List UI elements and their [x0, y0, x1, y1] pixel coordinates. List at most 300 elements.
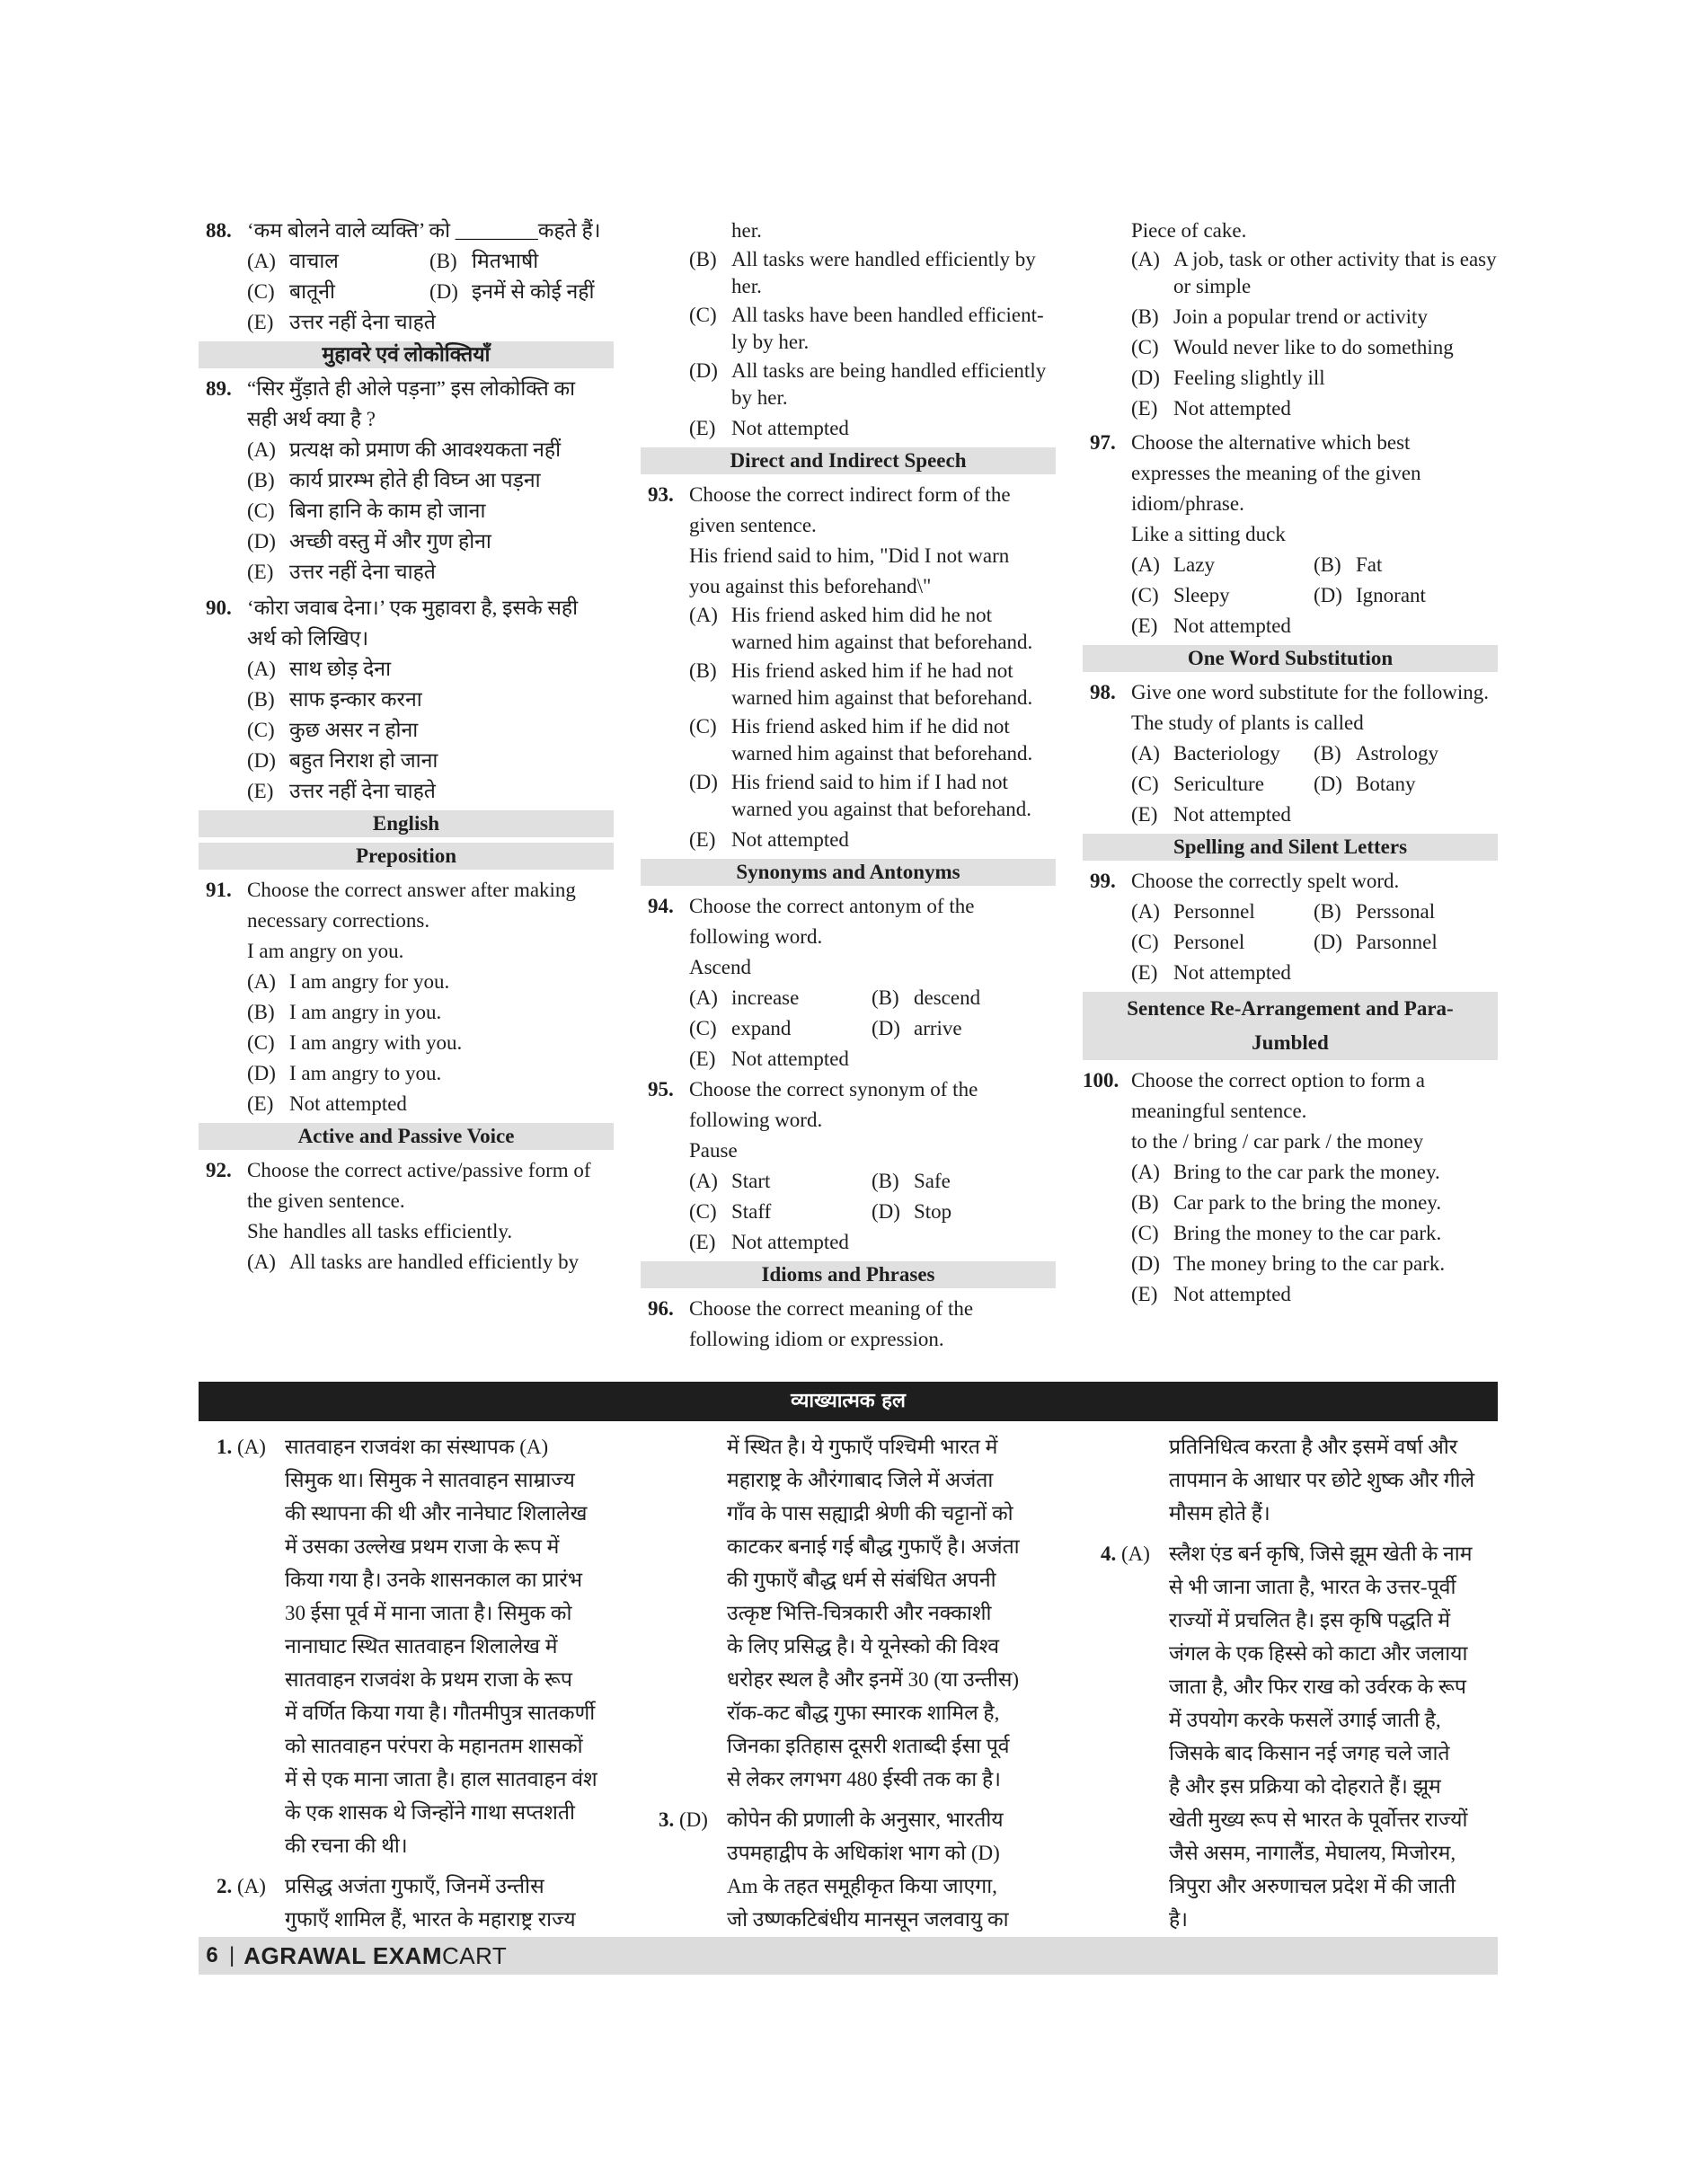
option-text: Not attempted [731, 1231, 849, 1253]
question-95 [641, 1074, 1056, 1105]
option-key: (D) [247, 749, 276, 772]
solution-line: Am के तहत समूहीकृत किया जाएगा, [727, 1875, 997, 1897]
question-prompt: to the / bring / car park / the money [1131, 1130, 1424, 1153]
option [1083, 958, 1498, 988]
option [1083, 800, 1498, 830]
option-key: (A) [689, 1170, 718, 1192]
question-text: Choose the correct indirect form of the [689, 483, 1011, 506]
question-number: 96. [648, 1297, 674, 1320]
question-prompt: She handles all tasks efficiently. [247, 1220, 513, 1242]
option [199, 685, 614, 715]
option [199, 997, 614, 1028]
solution-line: में उसका उल्लेख प्रथम राजा के रूप में [285, 1535, 560, 1558]
solution-line: सातवाहन राजवंश के प्रथम राजा के रूप [285, 1668, 572, 1691]
solutions-column-2 [641, 1430, 1056, 1936]
option-text: His friend asked him if he did not warned him against that beforehand. [731, 715, 1033, 765]
section-header-spelling: Spelling and Silent Letters [1083, 834, 1498, 861]
option-text: Not attempted [1173, 961, 1291, 984]
option-key: (B) [689, 659, 717, 682]
option-text: साफ इन्कार करना [289, 688, 422, 711]
solution-line: में से एक माना जाता है। हाल सातवाहन वंश [285, 1768, 597, 1790]
option [641, 413, 1056, 444]
solution-line: की गुफाएँ बौद्ध धर्म से संबंधित अपनी [727, 1569, 996, 1591]
solution-2-continued [641, 1430, 1056, 1796]
option-key: (B) [247, 1001, 275, 1023]
option-row [641, 1197, 1056, 1227]
section-header-synonyms: Synonyms and Antonyms [641, 859, 1056, 886]
solution-number [217, 1870, 266, 1903]
option-row [641, 983, 1056, 1013]
option-key: (A) [1131, 1161, 1160, 1183]
question-text: meaningful sentence. [1131, 1100, 1307, 1122]
option-key: (E) [1131, 614, 1158, 637]
option [641, 713, 1056, 769]
question-91 [199, 875, 614, 906]
question-prompt: The study of plants is called [1131, 712, 1364, 734]
option-key: (C) [1131, 773, 1159, 795]
solution-line: प्रतिनिधित्व करता है और इसमें वर्षा और [1169, 1436, 1458, 1458]
solutions-column-1 [199, 1430, 614, 1936]
question-text: ‘कोरा जवाब देना।’ एक मुहावरा है, इसके सही [247, 597, 579, 619]
section-header-one-word: One Word Substitution [1083, 645, 1498, 672]
solution-num-text: 1. [217, 1436, 233, 1458]
option-key: (C) [247, 499, 275, 522]
option-text: increase [731, 986, 800, 1009]
solution-line: कोपेन की प्रणाली के अनुसार, भारतीय [727, 1808, 1004, 1831]
option-text: Sleepy [1173, 584, 1230, 606]
option-key: (A) [1131, 553, 1160, 576]
option-text: Not attempted [1173, 1283, 1291, 1305]
question-number: 94. [648, 895, 674, 917]
option-key: (C) [689, 1017, 717, 1039]
solution-num-text: 3. [659, 1808, 675, 1831]
option-text: Not attempted [1173, 614, 1291, 637]
option-key: (E) [247, 311, 274, 333]
option-row [1083, 738, 1498, 769]
solution-line: को सातवाहन परंपरा के महानतम शासकों [285, 1735, 583, 1757]
option-key: (A) [247, 658, 276, 680]
option-key: (E) [689, 1048, 716, 1070]
option-key: (C) [1131, 931, 1159, 953]
option-text: I am angry for you. [289, 970, 450, 993]
option-key: (C) [689, 715, 717, 738]
option [1083, 302, 1498, 332]
option-row [1083, 897, 1498, 927]
option-key: (D) [1131, 1252, 1160, 1275]
option-text: बातूनी [289, 280, 335, 303]
solution-line: के एक शासक थे जिन्होंने गाथा सप्तशती [285, 1801, 575, 1824]
option-text: Not attempted [1173, 803, 1291, 826]
solution-line: से लेकर लगभग 480 ईस्वी तक का है। [727, 1768, 1001, 1790]
option-key: (B) [247, 688, 275, 711]
option-text: बिना हानि के काम हो जाना [289, 499, 486, 522]
option-text: Personel [1173, 931, 1245, 953]
option-text: Start [731, 1170, 771, 1192]
solution-line: सातवाहन राजवंश का संस्थापक (A) [285, 1436, 549, 1458]
option [199, 1247, 614, 1277]
solution-line: जंगल के एक हिस्से को काटा और जलाया [1169, 1642, 1468, 1665]
question-prompt: His friend said to him, "Did I not warn [689, 544, 1010, 567]
option-key: (E) [247, 561, 274, 583]
option-text: All tasks were handled efficiently by her. [731, 248, 1036, 297]
solution-line: सिमुक था। सिमुक ने सातवाहन साम्राज्य [285, 1469, 575, 1491]
question-100 [1083, 1065, 1498, 1096]
option-key: (D) [1131, 367, 1160, 389]
option-key: (D) [429, 280, 458, 303]
option [199, 307, 614, 338]
option-text: मितभाषी [472, 250, 539, 272]
brand-logo [243, 1942, 507, 1970]
option-key: (A) [247, 438, 276, 461]
footer-separator: | [229, 1943, 235, 1967]
option-key: (B) [1314, 900, 1341, 923]
solution-line: धरोहर स्थल है और इनमें 30 (या उन्तीस) [727, 1668, 1020, 1691]
band-line-2: Jumbled [1252, 1031, 1329, 1054]
option-text: Fat [1356, 553, 1383, 576]
option-key: (E) [1131, 1283, 1158, 1305]
solution-line: नानाघाट स्थित सातवाहन शिलालेख में [285, 1635, 558, 1658]
option-text: Car park to the bring the money. [1173, 1191, 1442, 1214]
brand-part-3: CART [442, 1941, 508, 1969]
solution-text [727, 1430, 1056, 1796]
question-88 [199, 216, 614, 246]
question-97 [1083, 428, 1498, 458]
option-key: (A) [247, 250, 276, 272]
question-prompt: you against this beforehand\" [689, 575, 932, 597]
question-text: following idiom or expression. [689, 1328, 944, 1350]
solution-line: है और इस प्रक्रिया को दोहराते हैं। झूम [1169, 1775, 1441, 1798]
option [199, 496, 614, 526]
option [1083, 1157, 1498, 1188]
option-key: (C) [247, 280, 275, 303]
section-header-idioms: Idioms and Phrases [641, 1261, 1056, 1288]
option-key: (C) [689, 304, 717, 326]
option-key: (D) [872, 1017, 900, 1039]
page-number: 6 [206, 1943, 218, 1967]
option-key: (E) [1131, 961, 1158, 984]
option-text: Not attempted [1173, 397, 1291, 420]
question-text: Choose the correctly spelt word. [1131, 870, 1400, 892]
solution-line: 30 ईसा पूर्व में माना जाता है। सिमुक को [285, 1602, 572, 1624]
option-key: (C) [247, 1031, 275, 1054]
option-key: (D) [689, 359, 718, 382]
option-text: उत्तर नहीं देना चाहते [289, 561, 436, 583]
option-text: Bacteriology [1173, 742, 1280, 765]
option [1083, 363, 1498, 393]
option [199, 776, 614, 807]
question-text: Choose the alternative which best [1131, 431, 1411, 454]
solution-text [285, 1870, 614, 1936]
question-text: Choose the correct synonym of the [689, 1078, 978, 1101]
solution-line: स्लैश एंड बर्न कृषि, जिसे झूम खेती के नाम [1169, 1543, 1473, 1565]
question-prompt: I am angry on you. [247, 940, 404, 962]
option-key: (E) [1131, 397, 1158, 420]
option-text: इनमें से कोई नहीं [472, 280, 595, 303]
question-text: अर्थ को लिखिए। [247, 627, 369, 650]
solution-number [217, 1430, 266, 1463]
option-key: (C) [689, 1200, 717, 1223]
solution-line: उपमहाद्वीप के अधिकांश भाग को (D) [727, 1842, 1000, 1864]
solution-number [1101, 1537, 1150, 1570]
option-text: Perssonal [1356, 900, 1436, 923]
question-prompt: Pause [689, 1139, 738, 1162]
option-key: (A) [689, 986, 718, 1009]
option [641, 825, 1056, 855]
solutions-header: व्याख्यात्मक हल [199, 1382, 1498, 1421]
question-89 [199, 374, 614, 404]
question-text: Choose the correct answer after making [247, 879, 576, 901]
solution-line: त्रिपुरा और अरुणाचल प्रदेश में की जाती [1169, 1875, 1456, 1897]
option [199, 526, 614, 557]
option-text: Botany [1356, 773, 1416, 795]
option [199, 715, 614, 746]
solution-4 [1083, 1537, 1498, 1936]
question-number: 100. [1083, 1069, 1119, 1092]
option-key: (D) [247, 530, 276, 553]
band-line-1: Sentence Re-Arrangement and Para- [1127, 997, 1454, 1020]
option [1083, 611, 1498, 641]
option [199, 746, 614, 776]
solution-line: में उपयोग करके फसलें उगाई जाती है, [1169, 1709, 1441, 1731]
option-key: (E) [247, 1092, 274, 1115]
option-row [1083, 769, 1498, 800]
option-text: Not attempted [731, 417, 849, 439]
solution-line: के लिए प्रसिद्ध है। ये यूनेस्को की विश्व [727, 1635, 1000, 1658]
option-text: Personnel [1173, 900, 1255, 923]
option-key: (C) [247, 719, 275, 741]
option-row [641, 1013, 1056, 1044]
option [641, 769, 1056, 825]
solution-line: में स्थित है। ये गुफाएँ पश्चिमी भारत में [727, 1436, 998, 1458]
question-number: 99. [1090, 870, 1116, 892]
option-key: (A) [689, 604, 718, 626]
option-row [1083, 580, 1498, 611]
solution-line: की रचना की थी। [285, 1834, 408, 1857]
question-text: Choose the correct active/passive form of [247, 1159, 591, 1181]
question-99 [1083, 866, 1498, 897]
question-number: 92. [206, 1159, 232, 1181]
option-key: (B) [247, 469, 275, 491]
option-key: (A) [1131, 742, 1160, 765]
option-key: (E) [689, 1231, 716, 1253]
option-key: (D) [247, 1062, 276, 1084]
option-key: (A) [1131, 248, 1160, 270]
solution-text [1169, 1430, 1498, 1530]
option-key: (E) [689, 828, 716, 851]
option-key: (E) [1131, 803, 1158, 826]
option-key: (C) [1131, 336, 1159, 358]
solution-line: की स्थापना की थी और नानेघाट शिलालेख [285, 1502, 588, 1525]
option [641, 658, 1056, 713]
option-key: (B) [872, 1170, 899, 1192]
solution-3 [641, 1803, 1056, 1936]
solution-line: में वर्णित किया गया है। गौतमीपुत्र सातकर्णी [285, 1702, 596, 1724]
option-text: साथ छोड़ देना [289, 658, 392, 680]
solution-num-text: 4. [1101, 1543, 1117, 1565]
solution-line: जाता है, और फिर राख को उर्वरक के रूप [1169, 1675, 1466, 1698]
question-text: Choose the correct meaning of the [689, 1297, 974, 1320]
question-text: necessary corrections. [247, 909, 430, 932]
option-key: (A) [247, 1251, 276, 1273]
question-text: idiom/phrase. [1131, 492, 1244, 515]
option-text: Would never like to do something [1173, 336, 1454, 358]
option-text: Bring the money to the car park. [1173, 1222, 1442, 1244]
question-number: 91. [206, 879, 232, 901]
option [641, 1227, 1056, 1258]
option [641, 1044, 1056, 1074]
solution-line: गुफाएँ शामिल हैं, भारत के महाराष्ट्र राज्य [285, 1908, 576, 1931]
solution-line: से भी जाना जाता है, भारत के उत्तर-पूर्वी [1169, 1576, 1456, 1598]
question-prompt: Piece of cake. [1131, 219, 1247, 242]
option-text: descend [914, 986, 981, 1009]
option-text: Astrology [1356, 742, 1438, 765]
solution-key: (D) [679, 1808, 708, 1831]
option-text: Staff [731, 1200, 772, 1223]
solution-1 [199, 1430, 614, 1862]
question-text: ‘कम बोलने वाले व्यक्ति’ को ________कहते हैं। [247, 219, 601, 242]
option-text: I am angry with you. [289, 1031, 463, 1054]
solution-line: उत्कृष्ट भित्ति-चित्रकारी और नक्काशी [727, 1602, 992, 1624]
question-90 [199, 593, 614, 623]
option-text: वाचाल [289, 250, 339, 272]
section-header-active-passive: Active and Passive Voice [199, 1123, 614, 1150]
option-text: Bring to the car park the money. [1173, 1161, 1440, 1183]
option-text: कुछ असर न होना [289, 719, 419, 741]
question-column-2 [641, 216, 1056, 1355]
option [1083, 1279, 1498, 1310]
option-text: I am angry to you. [289, 1062, 442, 1084]
option-row [1083, 927, 1498, 958]
option-text: अच्छी वस्तु में और गुण होना [289, 530, 491, 553]
option-text: Parsonnel [1356, 931, 1438, 953]
solution-line: गाँव के पास सह्याद्री श्रेणी की चट्टानों को [727, 1502, 1013, 1525]
section-header-preposition: Preposition [199, 843, 614, 870]
option-continuation: her. [731, 219, 762, 242]
solution-line: रॉक-कट बौद्ध गुफा स्मारक शामिल है, [727, 1702, 1000, 1724]
option-text: उत्तर नहीं देना चाहते [289, 780, 436, 802]
option-key: (C) [1131, 584, 1159, 606]
solution-number [659, 1803, 708, 1836]
option-key: (D) [872, 1200, 900, 1223]
option-text: His friend said to him if I had not warned you against that beforehand. [731, 771, 1032, 820]
question-94 [641, 891, 1056, 922]
question-column-1 [199, 216, 614, 1277]
question-number: 93. [648, 483, 674, 506]
question-number: 98. [1090, 681, 1116, 703]
option-text: Sericulture [1173, 773, 1264, 795]
question-98 [1083, 677, 1498, 708]
option-text: Safe [914, 1170, 951, 1192]
option-text: His friend asked him did he not warned him against that beforehand. [731, 604, 1033, 653]
solution-2 [199, 1870, 614, 1936]
option-text: Lazy [1173, 553, 1215, 576]
option [199, 1028, 614, 1058]
option-key: (C) [1131, 1222, 1159, 1244]
option-row [641, 1166, 1056, 1197]
option [199, 557, 614, 588]
question-number: 90. [206, 597, 232, 619]
option-key: (A) [1131, 900, 1160, 923]
option [199, 435, 614, 465]
option-key: (D) [1314, 773, 1342, 795]
option [1083, 1188, 1498, 1218]
solution-line: है। [1169, 1908, 1188, 1931]
question-number: 95. [648, 1078, 674, 1101]
solution-line: मौसम होते हैं। [1169, 1502, 1270, 1525]
option-text: उत्तर नहीं देना चाहते [289, 311, 436, 333]
solution-num-text: 2. [217, 1875, 233, 1897]
option-row [199, 246, 614, 277]
question-number: 89. [206, 377, 232, 400]
option-key: (E) [689, 417, 716, 439]
question-number: 88. [206, 219, 232, 242]
brand-part-2: EXAM [372, 1941, 442, 1969]
solution-text [1169, 1537, 1498, 1936]
option-key: (B) [872, 986, 899, 1009]
option-row [1083, 550, 1498, 580]
question-text: सही अर्थ क्या है ? [247, 408, 376, 430]
solution-line: किया गया है। उनके शासनकाल का प्रारंभ [285, 1569, 582, 1591]
question-text: Choose the correct option to form a [1131, 1069, 1426, 1092]
option-text: Not attempted [731, 828, 849, 851]
option-text: Not attempted [289, 1092, 407, 1115]
option-key: (A) [247, 970, 276, 993]
option-key: (D) [689, 771, 718, 793]
option-key: (B) [1314, 553, 1341, 576]
question-number: 97. [1090, 431, 1116, 454]
solution-line: खेती मुख्य रूप से भारत के पूर्वोत्तर राज्यों [1169, 1808, 1468, 1831]
option-key: (E) [247, 780, 274, 802]
section-header-direct-indirect: Direct and Indirect Speech [641, 447, 1056, 474]
option-text: प्रत्यक्ष को प्रमाण की आवश्यकता नहीं [289, 438, 562, 461]
option-text: I am angry in you. [289, 1001, 442, 1023]
question-prompt: Ascend [689, 956, 751, 978]
section-header-muhavare: मुहावरे एवं लोकोक्तियाँ [199, 341, 614, 368]
section-header-sentence-rearrangement [1083, 992, 1498, 1060]
option-text: All tasks have been handled efficient-ly by her. [731, 304, 1044, 353]
option-key: (B) [429, 250, 457, 272]
option [1083, 1249, 1498, 1279]
option-text: expand [731, 1017, 792, 1039]
page-footer [199, 1937, 1498, 1975]
option [641, 602, 1056, 658]
option-key: (B) [1131, 305, 1159, 328]
option-key: (B) [1314, 742, 1341, 765]
option-text: कार्य प्रारम्भ होते ही विघ्न आ पड़ना [289, 469, 541, 491]
option-text: All tasks are being handled efficiently by her. [731, 359, 1047, 409]
option [199, 1058, 614, 1089]
solution-line: जिसके बाद किसान नई जगह चले जाते [1169, 1742, 1450, 1764]
option-text: His friend asked him if he had not warned him against that beforehand. [731, 659, 1033, 709]
option [199, 967, 614, 997]
solution-line: प्रसिद्ध अजंता गुफाएँ, जिनमें उन्तीस [285, 1875, 544, 1897]
option-text: बहुत निराश हो जाना [289, 749, 438, 772]
question-text: given sentence. [689, 514, 817, 536]
solution-line: राज्यों में प्रचलित है। इस कृषि पद्धति में [1169, 1609, 1451, 1631]
brand-part-1: AGRAWAL [243, 1941, 373, 1969]
option [641, 246, 1056, 302]
solution-line: जो उष्णकटिबंधीय मानसून जलवायु का [727, 1908, 1009, 1931]
section-header-english: English [199, 810, 614, 837]
option [641, 302, 1056, 358]
solution-line: काटकर बनाई गई बौद्ध गुफाएँ है। अजंता [727, 1535, 1020, 1558]
option-row [199, 277, 614, 307]
option-text: Stop [914, 1200, 952, 1223]
option-text: arrive [914, 1017, 962, 1039]
option-text: Ignorant [1356, 584, 1426, 606]
question-text: Give one word substitute for the following. [1131, 681, 1489, 703]
solution-key: (A) [237, 1436, 266, 1458]
